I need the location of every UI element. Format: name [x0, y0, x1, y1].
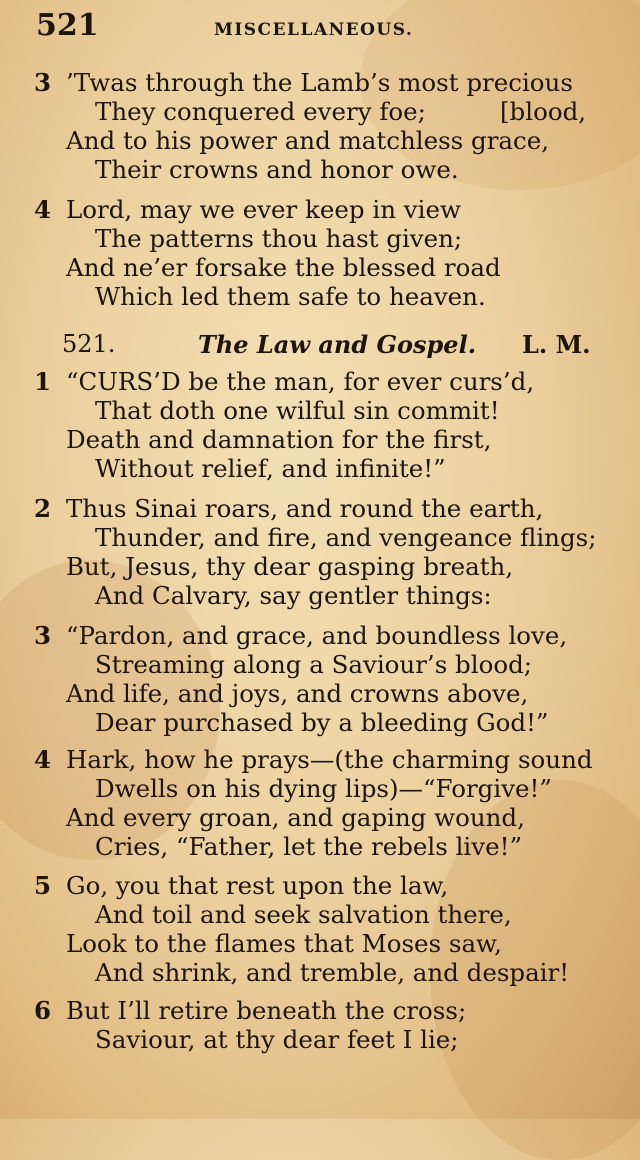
stanza-line: And ne’er forsake the blessed road [66, 253, 501, 282]
page-number: 521 [36, 8, 99, 43]
stanza-line: Look to the flames that Moses saw, [66, 929, 502, 958]
stanza-number: 4 [34, 745, 52, 774]
stanza-line: Streaming along a Saviour’s blood; [95, 650, 533, 679]
hymn-meter: L. M. [522, 330, 591, 359]
page-header [36, 8, 620, 44]
running-head: MISCELLANEOUS. [214, 20, 414, 40]
stanza-line: And every groan, and gaping wound, [66, 803, 525, 832]
hymn-title: The Law and Gospel. [198, 330, 477, 359]
stanza-number: 3 [34, 68, 52, 97]
stanza-line: Death and damnation for the first, [66, 425, 492, 454]
stanza-line: Cries, “Father, let the rebels live!” [95, 832, 522, 861]
stanza-line: ’Twas through the Lamb’s most precious [66, 68, 573, 97]
stanza-line: And shrink, and tremble, and despair! [95, 958, 570, 987]
stanza-line: “CURS’D be the man, for ever curs’d, [66, 367, 535, 396]
stanza-line: Go, you that rest upon the law, [66, 871, 449, 900]
stanza-line: Which led them safe to heaven. [95, 282, 486, 311]
stanza-line: Hark, how he prays—(the charming sound [66, 745, 593, 774]
hymn-heading [62, 330, 610, 360]
stanza-line: “Pardon, and grace, and boundless love, [66, 621, 568, 650]
stanza-number: 6 [34, 996, 52, 1025]
stanza-line: And Calvary, say gentler things: [95, 581, 492, 610]
hymn-number: 521. [62, 330, 116, 358]
stanza-line: They conquered every foe; [95, 97, 426, 126]
stanza-line: But I’ll retire beneath the cross; [66, 996, 467, 1025]
stanza-line: Thunder, and fire, and vengeance flings; [95, 523, 597, 552]
stanza-line: But, Jesus, thy dear gasping breath, [66, 552, 514, 581]
stanza-line: And to his power and matchless grace, [66, 126, 550, 155]
stanza-line: Thus Sinai roars, and round the earth, [66, 494, 544, 523]
stanza-line: And toil and seek salvation there, [95, 900, 512, 929]
stanza-line: The patterns thou hast given; [95, 224, 463, 253]
stanza-line: Their crowns and honor owe. [95, 155, 459, 184]
stanza-number: 2 [34, 494, 52, 523]
stanza-number: 4 [34, 195, 52, 224]
stanza-number: 3 [34, 621, 52, 650]
turnover-word: [blood, [500, 97, 587, 126]
stanza-line: Dwells on his dying lips)—“Forgive!” [95, 774, 552, 803]
stanza-line: Lord, may we ever keep in view [66, 195, 461, 224]
stanza-line: Saviour, at thy dear feet I lie; [95, 1025, 459, 1054]
stanza-line: Dear purchased by a bleeding God!” [95, 708, 549, 737]
stanza-line: Without relief, and infinite!” [95, 454, 446, 483]
stanza-number: 5 [34, 871, 52, 900]
stanza-number: 1 [34, 367, 52, 396]
stanza-line: That doth one wilful sin commit! [95, 396, 500, 425]
stanza-line: And life, and joys, and crowns above, [66, 679, 529, 708]
